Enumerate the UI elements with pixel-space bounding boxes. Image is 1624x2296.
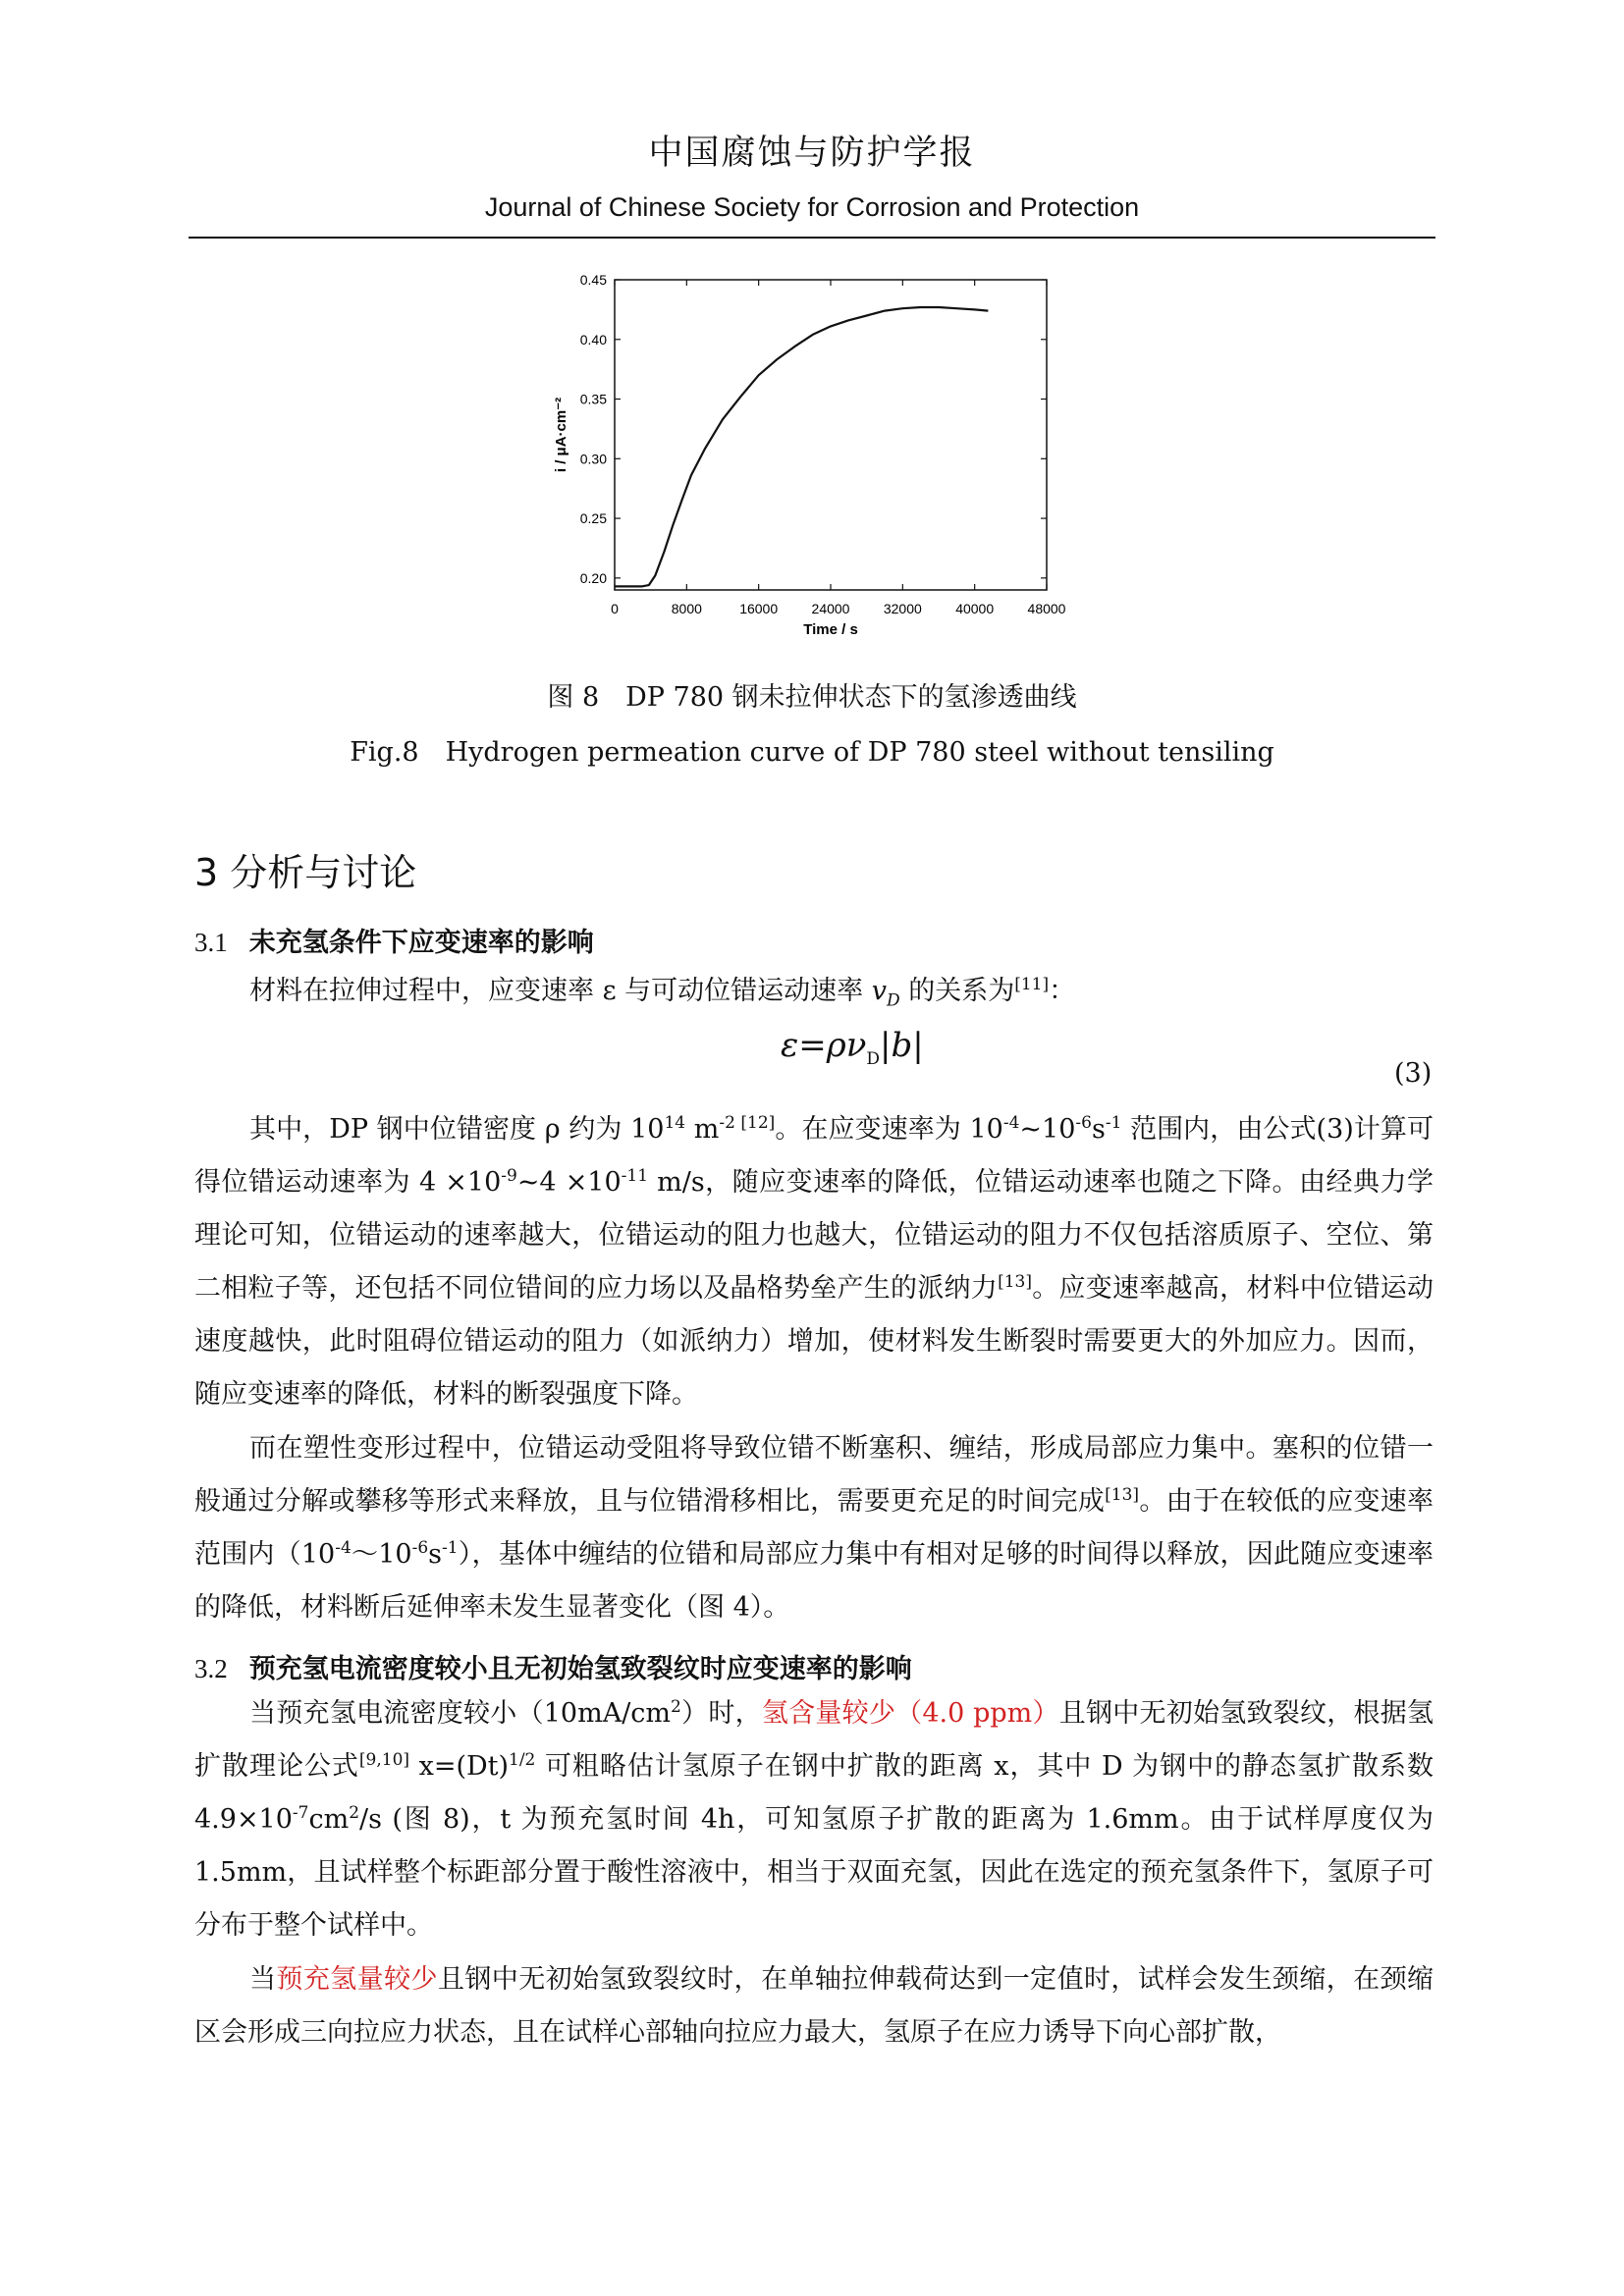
subsection-text: 未充氢条件下应变速率的影响 bbox=[248, 928, 594, 958]
paragraph-hydrogen-diffusion: 当预充氢电流密度较小$(10mA/cm^2)$时，氢含量较少（4.0 ppm）且钢中无初始氢致裂纹，根据氢扩散理论公式[9,10] $x=(Dt)^{1/2}$ 可粗略估计氢原子在钢中扩散的距离 x，其中 D 为钢中的静态氢扩散系数 $4.9\times 10^{-7}cm^2/s$ (图 8)，t 为预充氢时间 4h，可知氢原子扩散的距离为 1.6mm。由于试样厚度仅为 1.5mm，且试样整个标距部分置于酸性溶液中，相当于双面充氢，因此在选定的预充氢条件下，氢原子可分布于整个试样中。 bbox=[194, 1696, 1435, 1941]
subsection-text: 预充氢电流密度较小且无初始氢致裂纹时应变速率的影响 bbox=[248, 1654, 912, 1684]
x-tick-label: 32000 bbox=[883, 601, 922, 616]
equation-number: (3) bbox=[1394, 1058, 1433, 1089]
section-title: 3 分析与讨论 bbox=[194, 851, 417, 894]
subsection-3-2-title bbox=[194, 1647, 912, 1685]
paragraph-dislocation-density: 其中，DP 钢中位错密度 ρ 约为 $10^{14}$ $m^{-2 [12]}$。在应变速率为 $10^{-4}\sim 10^{-6}s^{-1}$ 范围内，由公式(3)计算可得位错运动速率为 $4 \times 10^{-9}\sim 4 \times 10^{-11}$ m/s，随应变速率的降低，位错运动速率也随之下降。由经典力学理论可知，位错运动的速率越大，位错运动的阻力也越大，位错运动的阻力不仅包括溶质原子、空位、第二相粒子等，还包括不同位错间的应力场以及晶格势垒产生的派纳力[13]。应变速率越高，材料中位错运动速度越快，此时阻碍位错运动的阻力（如派纳力）增加，使材料发生断裂时需要更大的外加应力。因而，随应变速率的降低，材料的断裂强度下降。 bbox=[194, 1112, 1434, 1410]
y-tick-label: 0.40 bbox=[579, 331, 607, 347]
x-axis-label: Time / s bbox=[803, 621, 858, 638]
equation-3: $\varepsilon=\rho\nu_D|b|$ bbox=[781, 1026, 924, 1069]
figure-caption-cn: 图 8 DP 780 钢未拉伸状态下的氢渗透曲线 bbox=[547, 682, 1077, 713]
header-divider bbox=[189, 237, 1435, 239]
y-tick-label: 0.45 bbox=[579, 272, 607, 288]
permeation-curve bbox=[615, 307, 988, 586]
x-tick-label: 0 bbox=[611, 601, 619, 616]
x-tick-label: 8000 bbox=[671, 601, 702, 616]
x-tick-label: 48000 bbox=[1027, 601, 1066, 616]
y-tick-label: 0.25 bbox=[579, 510, 607, 527]
paragraph-necking: 当预充氢量较少且钢中无初始氢致裂纹时，在单轴拉伸载荷达到一定值时，试样会发生颈缩，在颈缩区会形成三向拉应力状态，且在试样心部轴向拉应力最大，氢原子在应力诱导下向心部扩散， bbox=[194, 1964, 1435, 2048]
journal-subtitle: Journal of Chinese Society for Corrosion and Protection bbox=[484, 192, 1140, 222]
paragraph-plastic-deformation: 而在塑性变形过程中，位错运动受阻将导致位错不断塞积、缠结，形成局部应力集中。塞积的位错一般通过分解或攀移等形式来释放，且与位错滑移相比，需要更充足的时间完成[13]。由于在较低的应变速率范围内$(10^{-4}\sim 10^{-6}s^{-1})$，基体中缠结的位错和局部应力集中有相对足够的时间得以释放，因此随应变速率的降低，材料断后延伸率未发生显著变化（图 4）。 bbox=[194, 1433, 1435, 1623]
x-tick-label: 40000 bbox=[955, 601, 995, 616]
y-tick-label: 0.20 bbox=[579, 569, 607, 586]
journal-title: 中国腐蚀与防护学报 bbox=[648, 133, 976, 173]
y-tick-label: 0.30 bbox=[579, 451, 607, 467]
y-axis-label: i / μA·cm⁻² bbox=[553, 397, 569, 473]
subsection-number: 3.2 bbox=[194, 1654, 228, 1683]
x-tick-label: 24000 bbox=[811, 601, 850, 616]
hydrogen-permeation-chart bbox=[530, 260, 1080, 658]
subsection-number: 3.1 bbox=[194, 928, 228, 957]
figure-caption-en: Fig.8 Hydrogen permeation curve of DP 780 steel without tensiling bbox=[350, 737, 1274, 768]
highlight-precharge: 预充氢量较少 bbox=[276, 1964, 438, 1995]
y-tick-label: 0.35 bbox=[579, 391, 607, 407]
subsection-3-1-title bbox=[194, 921, 594, 959]
x-tick-label: 16000 bbox=[739, 601, 779, 616]
highlight-hydrogen-content: 氢含量较少（4.0 ppm） bbox=[761, 1698, 1059, 1729]
paragraph-strain-rate-relation: 材料在拉伸过程中，应变速率 ε 与可动位错运动速率 $v_D$ 的关系为[11]： bbox=[249, 974, 1076, 1011]
